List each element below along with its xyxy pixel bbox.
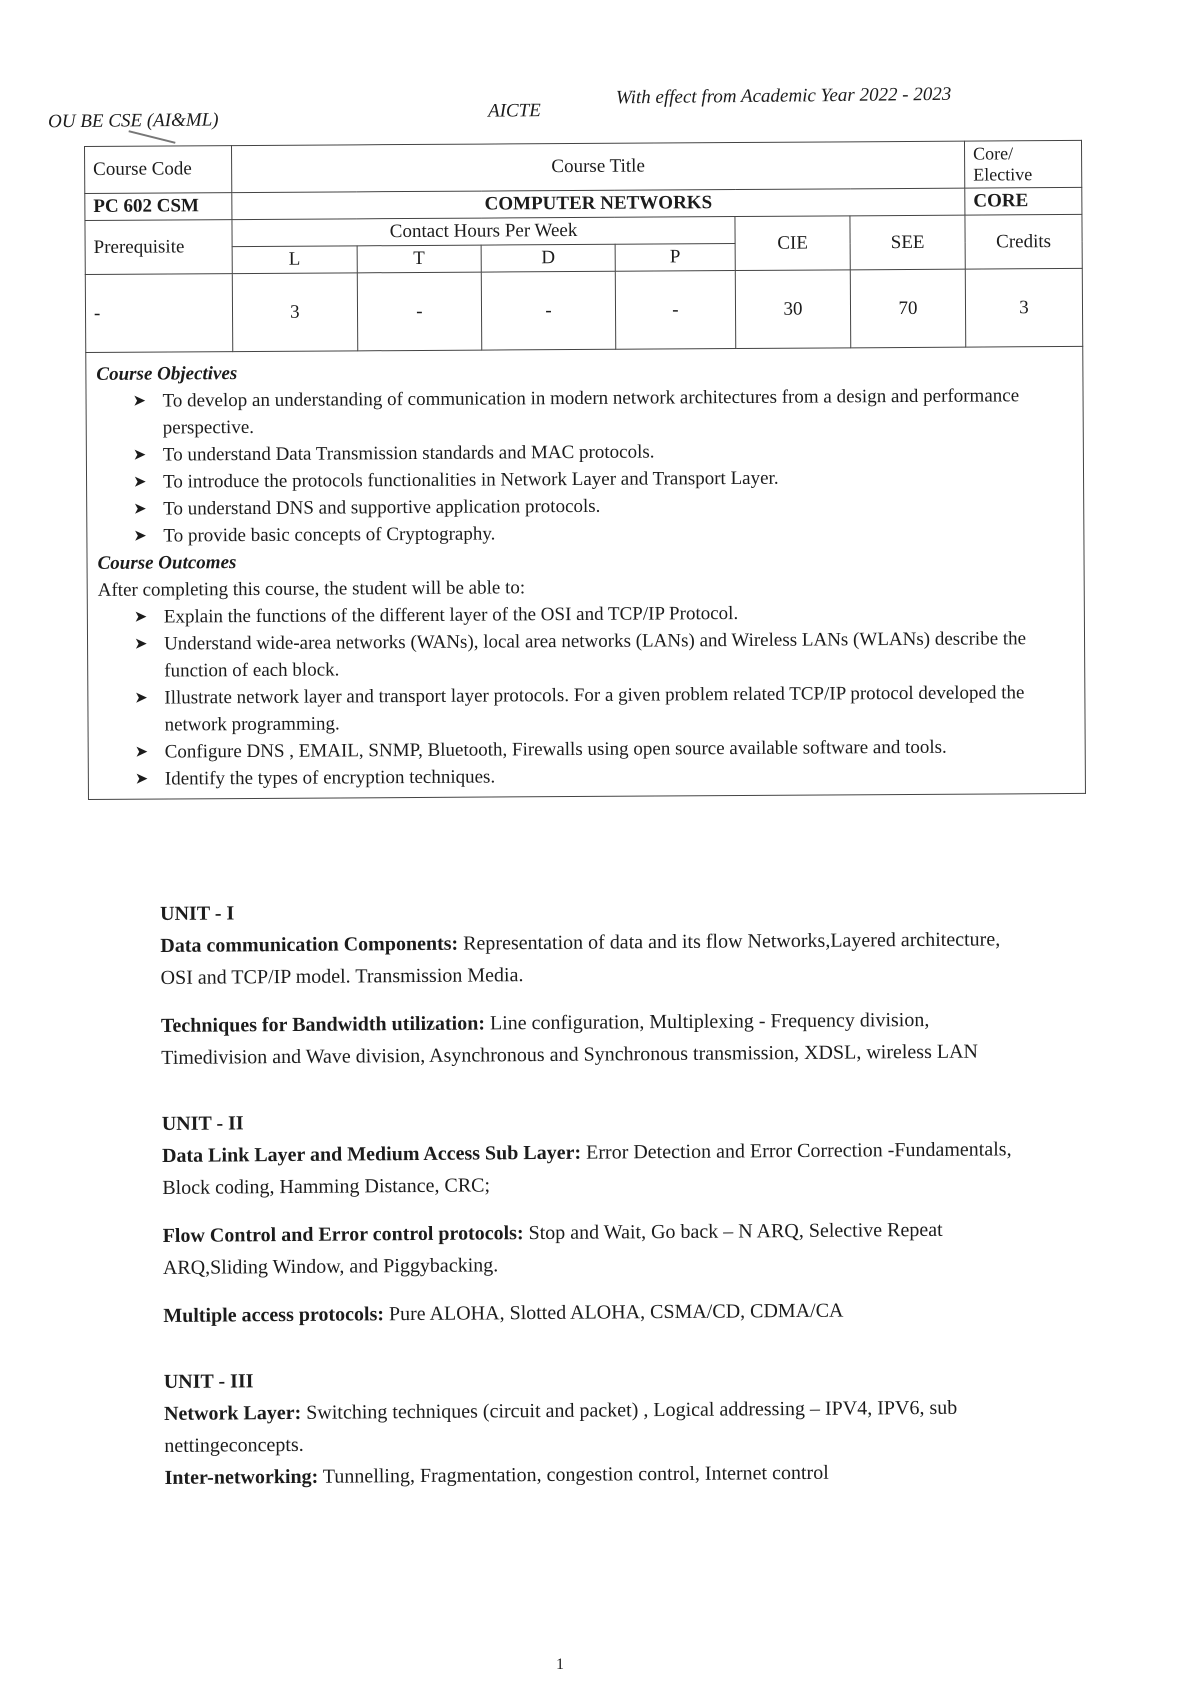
list-item	[132, 382, 1072, 442]
list-item	[133, 517, 1073, 550]
list-item	[134, 625, 1074, 685]
topic-term: Techniques for Bandwidth utilization:	[160, 1012, 486, 1037]
outcome-text: Understand wide-area networks (WANs), local area networks (LANs) and Wireless LANs (WLANs) describe the function of each block.	[163, 628, 1027, 682]
outcome-text: Illustrate network layer and transport layer protocols. For a given problem related TCP/IP protocol developed the network programming.	[164, 682, 1025, 736]
topic-term: Flow Control and Error control protocols:	[162, 1222, 524, 1247]
prerequisite-value: -	[85, 274, 232, 353]
course-title-label: Course Title	[232, 141, 965, 192]
list-item	[135, 760, 1075, 793]
contact-hours-label: Contact Hours Per Week	[232, 217, 735, 247]
topic-term: Network Layer:	[163, 1401, 302, 1425]
arrow-bullet-icon: ➤	[132, 446, 147, 464]
course-title: COMPUTER NETWORKS	[232, 188, 965, 219]
see-label: SEE	[850, 215, 965, 270]
outcomes-intro: After completing this course, the student will be able to:	[97, 577, 526, 601]
outcome-text: Identify the types of encryption techniques.	[164, 766, 496, 790]
outcome-text: Configure DNS , EMAIL, SNMP, Bluetooth, Firewalls using open source available software and tools.	[164, 736, 947, 763]
hours-col-d: D	[481, 244, 615, 272]
topic-text: Tunnelling, Fragmentation, congestion control, Internet control	[318, 1461, 829, 1488]
unit-1-para-1	[160, 923, 1020, 994]
topic-text: Error Detection and Error Correction -Fundamentals, Block coding, Hamming Distance, CRC;	[162, 1138, 1012, 1199]
course-info-table	[84, 140, 1083, 353]
prerequisite-label: Prerequisite	[85, 220, 232, 275]
cie-value: 30	[735, 270, 850, 349]
arrow-bullet-icon: ➤	[134, 689, 148, 707]
hours-col-p: P	[615, 244, 735, 272]
cie-label: CIE	[735, 216, 850, 271]
course-box	[84, 140, 1086, 800]
page-number: 1	[556, 1656, 564, 1673]
objective-text: To understand DNS and supportive application protocols.	[163, 495, 601, 520]
hours-p-value: -	[615, 271, 736, 350]
hours-d-value: -	[481, 271, 615, 350]
topic-term: Data communication Components:	[160, 932, 459, 957]
hours-col-l: L	[232, 246, 357, 274]
unit-1-title: UNIT - I	[160, 902, 235, 925]
unit-3-title: UNIT - III	[163, 1370, 254, 1393]
course-code: PC 602 CSM	[85, 193, 232, 221]
hours-col-t: T	[357, 245, 482, 273]
unit-2-title: UNIT - II	[161, 1112, 244, 1135]
hours-t-value: -	[357, 272, 482, 351]
core-elective-label: Core/ Elective	[964, 140, 1081, 188]
objectives-outcomes-box	[85, 347, 1086, 800]
objective-text: To understand Data Transmission standards and MAC protocols.	[162, 441, 655, 466]
credits-label: Credits	[965, 214, 1082, 269]
objective-text: To develop an understanding of communication in modern network architectures from a design and performance perspective.	[162, 385, 1020, 439]
arrow-bullet-icon: ➤	[133, 500, 147, 518]
pen-stroke-mark	[128, 130, 175, 144]
unit-1-para-2	[161, 1003, 1021, 1074]
course-type: CORE	[965, 187, 1082, 215]
syllabus-units	[160, 891, 1025, 1510]
see-value: 70	[850, 269, 965, 348]
outcomes-title: Course Outcomes	[97, 552, 237, 574]
arrow-bullet-icon: ➤	[133, 473, 147, 491]
course-code-label: Course Code	[85, 146, 232, 194]
unit-3-para-1	[164, 1391, 1024, 1462]
objectives-list	[96, 382, 1073, 550]
topic-term: Data Link Layer and Medium Access Sub Layer:	[161, 1141, 582, 1167]
unit-2-para-1	[162, 1133, 1022, 1204]
page-header	[48, 83, 1058, 134]
arrow-bullet-icon: ➤	[133, 608, 148, 626]
header-authority: AICTE	[487, 100, 541, 122]
topic-term: Multiple access protocols:	[163, 1303, 385, 1327]
arrow-bullet-icon: ➤	[133, 527, 147, 545]
topic-text: Representation of data and its flow Networks,Layered architecture, OSI and TCP/IP model. Transmission Media.	[160, 928, 1001, 989]
unit-3-para-2	[164, 1455, 1024, 1494]
outcomes-list	[98, 598, 1075, 793]
header-effective-year: With effect from Academic Year 2022 - 2023	[615, 83, 952, 109]
outcome-text: Explain the functions of the different layer of the OSI and TCP/IP Protocol.	[163, 603, 739, 628]
objectives-title: Course Objectives	[96, 363, 238, 385]
unit-2-para-2	[163, 1213, 1023, 1284]
objective-text: To provide basic concepts of Cryptography.	[163, 523, 496, 547]
credits-value: 3	[965, 268, 1082, 347]
topic-text: Switching techniques (circuit and packet) , Logical addressing – IPV4, IPV6, sub nettingeconcepts.	[164, 1396, 958, 1457]
arrow-bullet-icon: ➤	[132, 392, 147, 410]
list-item	[134, 679, 1074, 739]
objective-text: To introduce the protocols functionalities in Network Layer and Transport Layer.	[162, 467, 779, 493]
arrow-bullet-icon: ➤	[134, 770, 149, 788]
arrow-bullet-icon: ➤	[133, 635, 148, 653]
hours-l-value: 3	[232, 273, 357, 352]
unit-2-para-3	[163, 1293, 1023, 1332]
topic-text: Pure ALOHA, Slotted ALOHA, CSMA/CD, CDMA/CA	[383, 1299, 844, 1326]
topic-text: Line configuration, Multiplexing - Frequency division, Timedivision and Wave division, Asynchronous and Synchronous transmission, XDSL, wireless LAN	[161, 1008, 979, 1069]
topic-text: Stop and Wait, Go back – N ARQ, Selective Repeat ARQ,Sliding Window, and Piggybacking.	[162, 1218, 943, 1279]
arrow-bullet-icon: ➤	[134, 743, 149, 761]
header-program: OU BE CSE (AI&ML)	[48, 109, 219, 133]
topic-term: Inter-networking:	[164, 1465, 319, 1489]
